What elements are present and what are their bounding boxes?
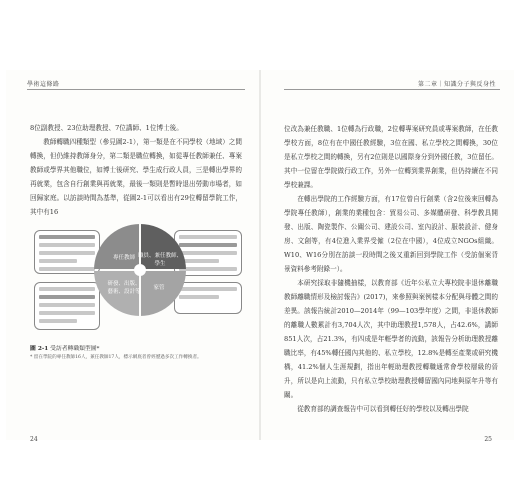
- quadrant-label-3: 研發、出版、藝術、設計等: [107, 281, 141, 295]
- quadrant-full-time-teacher: [94, 224, 139, 269]
- header-rule-right: [284, 89, 500, 90]
- running-head-right: 第二章｜知識分子與反身性: [417, 81, 496, 88]
- quadrant-label-1: 專任教師: [112, 255, 135, 261]
- page-number-right: 25: [484, 436, 492, 443]
- figure-caption-text: 受訪者轉職類型圖*: [50, 346, 100, 352]
- header-rule-left: [27, 89, 245, 90]
- book-gutter: [259, 70, 261, 440]
- figure-footnote: * 留在學院的專任教師16人，兼任教師17人，標示網底者曾經歷過多次工作轉換者。: [30, 355, 202, 360]
- figure-career-transition: [30, 222, 242, 332]
- figure-caption: [30, 343, 99, 352]
- right-page-text: [284, 122, 498, 416]
- figure-box-top-left: [34, 230, 100, 274]
- right-paragraph-2: 在轉出學院的工作經驗方面，有17位曾自行創業（含2位後來回轉為學院專任教師），創業的業種包含：貿易公司、多媒體研發、科學教具開發、出版、陶瓷製作、公關公司、建設公司、室內設計、服裝設計、健身房、文創等，有4位進入業界受僱（2位在中國），4位成立NGOs組織。W10、W16分別在訪談一段時間之後又重新回到學院工作（受訪個案背景資料參考附錄一）。: [284, 195, 498, 273]
- left-paragraph-1: 8位副教授、23位助理教授、7位講師、1位博士後。: [30, 124, 183, 132]
- figure-box-bottom-left: [34, 282, 100, 330]
- left-paragraph-2: 教師轉職四種類型（參見圖2-1），第一類是在不同學校（地域）之間轉換，但仍維持教師身分，第二類是職位轉換，如從專任教師兼任、專案教師或學界其他職位，如博士後研究、學生成行政人員，三是轉出學界的再就業，包含自行創業與再就業，最後一類則是暫時退出勞動市場者，如回歸家庭。以訪談時間為基準，從圖2-1可以看出有29位轉留學院工作，其中有16: [30, 138, 242, 216]
- quadrant-label-2: 職員、兼任教師、學生: [138, 253, 183, 267]
- right-paragraph-3: 本研究採取非隨機抽樣，以教育部《近年公私立大專校院非退休離職教師離職情形及檢討報告》(2017)，來參照與案例樣本分配與母體之間的差異。該報告統計2010—2014年（99—103學年度）之間，非退休教師的離職人數累計有3,704人次，其中助理教授1,578人，占42.6%，講師851人次，占21.3%，有四成是年輕學者的流動，該報告分析助理教授離職比率，有45%轉任國內其他的、私立學校，12.8%是轉至產業或研究機構，41.2%個人生涯規劃，指出年輕助理教授轉職通常會學校層級的晉升，所以是向上流動，只有私立學校助理教授轉留國內同地與原年升等有關。: [284, 279, 498, 399]
- right-paragraph-1: 位改為兼任教職、1位轉為行政職，2位轉專案研究員或專案教師，在任教學校方面，8位有在中國任教經驗，3位在國、私立學校之間轉換，30位是私立學校之間的轉換，另有2位則是以國際身分到外國任教，3位留任。其中一位留在學院做行政工作，另外一位轉到業界創業，但仍持續在不同學校兼課。: [284, 125, 498, 189]
- left-page-text: [30, 121, 242, 219]
- right-paragraph-4: 從教育部的調查報告中可以看到轉任好的學校以及轉出學院: [297, 405, 469, 413]
- page-number-left: 24: [30, 436, 38, 443]
- figure-number: 圖 2-1: [30, 346, 49, 352]
- quadrant-homemaker: [141, 271, 186, 316]
- quadrant-label-4: 家管: [153, 285, 165, 291]
- running-head-left: 學術這條路: [27, 81, 60, 88]
